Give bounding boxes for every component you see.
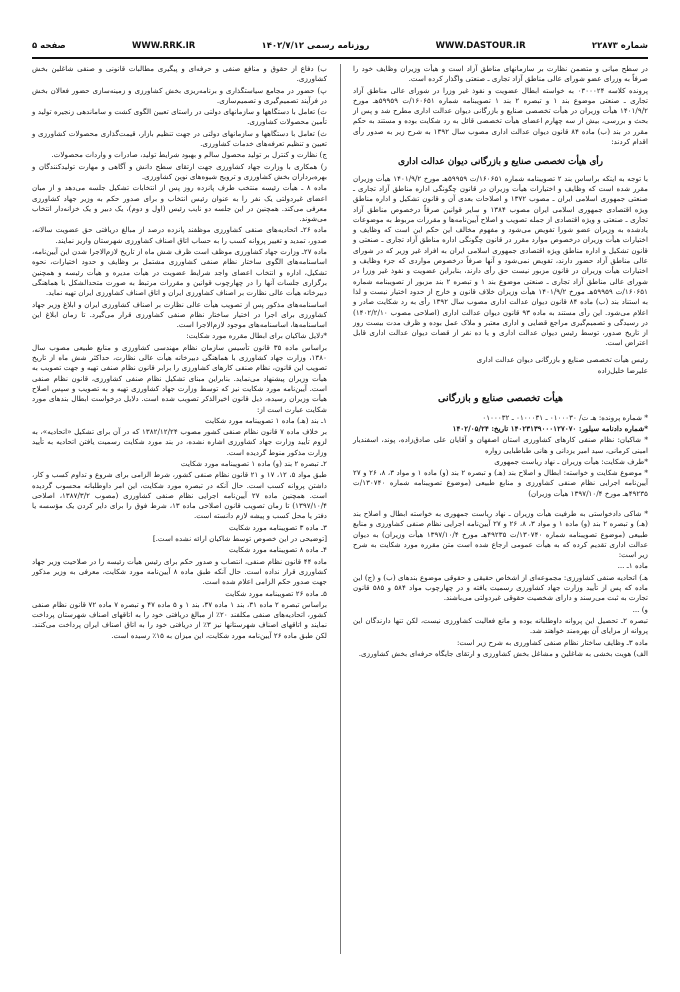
case-line: * موضوع شکایت و خواسته: ابطال و اصلاح بند (هـ) و تبصره ۲ بند (و) ماده ۱ و مواد ۳، ۸، ۲۶ و ۲۷ آیین‌نامه اجرایی نظام صنفی کشاورزی و منابع طبیعی (موضوع تصویبنامه شماره ۱۳۰۷۴۰/ت ۴۹۲۳۵هـ مورخ ۱۳۹۷/۱۰/۴ هیأت وزیران) <box>353 468 648 498</box>
ruling-title: رأی هیأت تخصصی صنایع و بازرگانی دیوان عدالت اداری <box>398 157 603 168</box>
issue-number: شماره ۲۲۸۷۳ <box>591 41 648 51</box>
note-2: تبصره ۲ـ تحصیل این پروانه داوطلبانه بوده و مانع فعالیت کشاورزی نیست، لکن تنها دارندگان این پروانه از مزایای آن بهره‌مند خواهند شد. <box>353 615 649 636</box>
case-line: *شماره دادنامه سیلور: ۱۴۰۲۳۱۳۹۰۰۰۱۲۷۰۷۰ تاریخ: ۱۴۰۲/۰۵/۲۴ <box>452 423 648 433</box>
page-number: صفحه ۵ <box>32 41 66 51</box>
reasons-label: *دلایل شاکیان برای ابطال مقرره مورد شکایت: <box>186 331 327 341</box>
clause-v: و) ... <box>632 604 648 614</box>
clause-item: ز) همکاری با وزارت جهاد کشاورزی جهت ارتقای سطح دانش و آگاهی و مهارت تولیدکنندگان و بهره‌برداران بخش کشاورزی و ترویج شیوه‌های نوین کشاورزی. <box>32 161 327 181</box>
reason-heading: ۳ـ ماده ۳ تصویبنامه مورد شکایت <box>229 522 327 532</box>
case-line: * شماره پرونده: هـ ت/ ۰۱۰۰۰۳۰ ـ ۰۱۰۰۰۳۱ ـ ۰۱۰۰۰۳۲ <box>482 412 648 422</box>
reason-body: براساس تبصره ۲ ماده ۳۱، بند ۱ ماده ۳۷، بند ۱ و ۵ ماده ۴۷ و تبصره ۷ ماده ۷۲ قانون نظام صنفی کشور، اتحادیه‌های صنفی مکلفند ۲۰٪ از مبالغ دریافتی خود را به اتاقهای اصناف شهرستان پرداخت نمایند و اتاقهای اصناف شهرستانها نیز ۳٪ از دریافتی خود را به اتاق اصناف ایران پرداخت می‌کنند. لکن طبق ماده ۲۶ آیین‌نامه مورد شکایت، این میزان به ۱۵٪ رسیده است. <box>32 599 327 640</box>
site-url-right[interactable]: WWW.DASTOUR.IR <box>435 41 526 51</box>
page-header <box>32 38 648 54</box>
reason-heading: ۲ـ تبصره ۲ بند (و) ماده ۱ تصویبنامه مورد شکایت <box>180 458 327 468</box>
right-column <box>353 64 648 660</box>
reason-body: ماده ۴۴ قانون نظام صنفی، انتصاب و صدور حکم برای رئیس هیأت رئیسه را در صلاحیت وزیر جهاد کشاورزی قرار نداده است. حال آنکه طبق ماده ۸ آیین‌نامه مورد شکایت، معرفی به وزیر مذکور جهت صدور حکم الزامی اعلام شده است. <box>32 556 327 587</box>
reasons-body: براساس ماده ۳۵ قانون تأسیس سازمان نظام مهندسی کشاورزی و منابع طبیعی مصوب سال ۱۳۸۰، وزارت جهاد کشاورزی با هماهنگی دبیرخانه هیأت عالی نظارت، حداکثر شش ماه از تاریخ تصویب این قانون، نظام صنفی کارهای کشاورزی را برابر قانون نظام صنفی تهیه و جهت تصویب به هیأت وزیران پیشنهاد می‌نماید. بنابراین مبنای تشکیل نظام صنفی کشاورزی، قانون نظام صنفی است. آیین‌نامه مورد شکایت نیز که توسط وزارت جهاد کشاورزی تهیه و به تصویب و سپس اصلاح هیأت وزیران رسیده، ذیل قانون اخیرالذکر تصویب شده است. دلایل درخواست ابطال بندهای مورد شکایت عبارت است از: <box>32 342 327 414</box>
clause-item: ج) نظارت و کنترل بر تولید محصول سالم و بهبود شرایط تولید، صادرات و واردات محصولات. <box>51 150 327 160</box>
article-27: ماده ۲۷ـ وزارت جهاد کشاورزی موظف است ظرف شش ماه از تاریخ لازم‌الاجرا شدن این آیین‌نامه، اساسنامه‌های الگوی ساختار نظام صنفی کشاورزی مشتمل بر وظایف و حدود اختیارات، نحوه تشکیل، اداره و انتخاب اعضای واجد شرایط عضویت در هیأت مدیره و هیأت رئیسه و همچنین برگزاری جلسات آنها را در چهارچوب قوانین و مقررات مرتبط به صورت متحدالشکل با هماهنگی دبیرخانه هیأت عالی نظارت بر اصناف کشاورزی ایران و اتاق اصناف کشاورزی ایران تهیه نماید. <box>32 247 327 298</box>
signature-title: رئیس هیأت تخصصی صنایع و بازرگانی دیوان عدالت اداری <box>476 354 648 364</box>
intro-paragraph: در سطح میانی و متضمن نظارت بر سازمانهای مناطق آزاد است و هیأت وزیران وظایف خود را صرفاً به وزرای عضو شورای عالی مناطق آزاد تجاری ـ صنعتی واگذار کرده است. <box>353 64 648 84</box>
ruling-body: با توجه به اینکه براساس بند ۲ تصویبنامه شماره ۱۶۰۶۵۱/ت ۵۹۹۵۹هـ مورخ ۱۴۰۱/۹/۲ هیأت وزیران مقرر شده است که وظایف و اختیارات هیأت وزیران در قانون چگونگی اداره مناطق آزاد تجاری ـ صنعتی جمهوری اسلامی ایران ـ مصوب ۱۳۷۲ و اصلاحات بعدی آن و قانون تشکیل و اداره مناطق ویژه اقتصادی جمهوری اسلامی ایران مصوب ۱۳۸۴ و سایر قوانین صرفاً درخصوص مناطق آزاد تجاری ـ صنعتی و ویژه اقتصادی از جمله تصویب و اصلاح آیین‌نامه‌ها و مقررات مربوط به موضوعات یادشده به وزیران عضو شورا تفویض می‌شود و مفهوم مخالف این حکم این است که وظایف و اختیارات هیأت وزیران درخصوص موارد مقرر در قانون چگونگی اداره مناطق آزاد تجاری ـ صنعتی و قانون تشکیل و اداره مناطق ویژه اقتصادی جمهوری اسلامی ایران به افراد غیر وزیر که در شورای عالی مناطق آزاد حضور دارند، تفویض نمی‌شود و آنها صرفاً درخصوص مواردی که جزء وظایف و اختیارات هیأت وزیران در قانون مزبور نیست حق رأی دارند، بنابراین عضویت و نفوذ غیر وزرا در شورای عالی مناطق آزاد تجاری ـ صنعتی موضوع بند ۱ و تبصره ۲ بند مزبور از تصویبنامه شماره ۱۶۰۶۵۱/ت ۵۹۹۵۹هـ مورخ ۱۴۰۱/۹/۲ هیأت وزیران خلاف قانون و خارج از حدود اختیار نیست و لذا به استناد بند (ب) ماده ۸۴ قانون دیوان عدالت اداری مصوب سال ۱۳۹۲ رأی به رد شکایت صادر و اعلام می‌شود. این رأی مستند به ماده ۹۳ قانون دیوان عدالت اداری (اصلاحی مصوب ۱۴۰۲/۲/۱۰) در رسیدگی و تصمیم‌گیری مراجع قضایی و اداری معتبر و ملاک عمل بوده و ظرف مدت بیست روز از تاریخ صدور، توسط رئیس دیوان عدالت اداری و یا ده نفر از قضات دیوان عدالت اداری قابل اعتراض است. <box>353 173 649 348</box>
reason-heading: ۱ـ بند (هـ) ماده ۱ تصویبنامه مورد شکایت <box>205 415 327 425</box>
reason-body: طبق مواد ۵، ۱۲، ۱۷ و ۲۱ قانون نظام صنفی کشور، شرط الزامی برای شروع و تداوم کسب و کار، داشتن پروانه کسب است. حال آنکه در تبصره مورد شکایت، این امر داوطلبانه محسوب گردیده است. همچنین ماده ۲۷ آیین‌نامه اجرایی نظام صنفی کشاورزی (مصوب ۱۳۸۷/۳/۲، اصلاحی ۱۳۹۷/۱۰/۴) تا زمان تصویب قانون اصلاحی ماده ۱۳، شرط فوق را برای دایر کردن یک مؤسسه یا دفتر یا محل کسب و پیشه لازم دانسته است. <box>32 470 328 521</box>
left-column <box>32 64 327 642</box>
reason-body: بر خلاف ماده ۷ قانون نظام صنفی کشور مصوب ۱۳۸۲/۱۲/۲۴ که در آن برای تشکیل «اتحادیه»، به لزوم تأیید وزارت جهاد کشاورزی اشاره نشده، در بند مورد شکایت رسمیت یافتن اتحادیه به تأیید وزارت مذکور منوط گردیده است. <box>32 427 327 457</box>
reason-body: [توضیحی در این خصوص توسط شاکیان ارائه نشده است.] <box>152 534 327 544</box>
clause-item: ت) تعامل با دستگاهها و سازمانهای دولتی در راستای تعیین الگوی کشت و ساماندهی زنجیره تولید و تأمین محصولات کشاورزی. <box>32 107 327 127</box>
clause-e: هـ) اتحادیه صنفی کشاورزی: مجموعه‌ای از اشخاص حقیقی و حقوقی موضوع بندهای (ب) و (ج) این ماده که پس از تأیید وزارت جهاد کشاورزی رسمیت یافته و در چهارچوب مواد ۵۸۴ و ۵۸۵ قانون تجارت به ثبت می‌رسند و دارای شخصیت حقوقی غیردولتی می‌باشند. <box>353 572 648 603</box>
reason-heading: ۵ـ ماده ۲۶ تصویبنامه مورد شکایت <box>225 588 327 598</box>
clause-item: ث) تعامل با دستگاهها و سازمانهای دولتی در جهت تنظیم بازار، قیمت‌گذاری محصولات کشاورزی و تعیین و تنظیم تعرفه‌های خدمات کشاورزی. <box>32 128 327 149</box>
article-26: ماده ۲۶ـ اتحادیه‌های صنفی کشاورزی موظفند پانزده درصد از مبالغ دریافتی حق عضویت سالانه، صدور، تمدید و تغییر پروانه کسب را به حساب اتاق اصناف کشاورزی شهرستان واریز نمایند. <box>32 225 327 245</box>
intro-paragraph: پرونده کلاسه ۰۳۰۰۰۲۴ به خواسته ابطال عضویت و نفوذ غیر وزرا در شورای عالی مناطق آزاد تجاری ـ صنعتی موضوع بند ۱ و تبصره ۲ بند ۱ تصویبنامه شماره ۱۶۰۶۵۱/ت ۵۹۹۵۹هـ مورخ ۱۴۰۱/۹/۲ هیأت وزیران در هیأت تخصصی صنایع و بازرگانی دیوان عدالت اداری مطرح شد و پس از بحث و بررسی، بیش از سه چهارم اعضای هیأت تخصصی قائل به رد شکایت بوده و مستند به حکم مقرر در بند (ب) ماده ۸۴ قانون دیوان عدالت اداری مصوب سال ۱۳۹۲ به شرح زیر به صدور رأی اقدام کردند: <box>353 85 648 147</box>
article-8: ماده ۸ ـ هیأت رئیسه منتخب طرف پانزده روز پس از انتخابات تشکیل جلسه می‌دهد و از میان اعضای غیردولتی یک نفر را به عنوان رئیس انتخاب و برای صدور حکم به وزیر جهاد کشاورزی معرفی می‌کند. همچنین در این جلسه دو نایب رئیس (اول و دوم)، یک دبیر و یک خزانه‌دار انتخاب می‌شوند. <box>32 183 327 224</box>
reason-heading: ۴ـ ماده ۸ تصویبنامه مورد شکایت <box>229 545 327 555</box>
signature-name: علیرضا خلیل‌زاده <box>597 366 648 376</box>
clause-item: ب) دفاع از حقوق و منافع صنفی و حرفه‌ای و پیگیری مطالبات قانونی و صنفی شاغلین بخش کشاورزی. <box>32 64 327 84</box>
issue-date: روزنامه رسمی ۱۴۰۲/۷/۱۲ <box>261 41 370 51</box>
article-27-note: اساسنامه‌های مذکور پس از تصویب هیأت عالی نظارت بر اصناف کشاورزی ایران و ابلاغ وزیر جهاد کشاورزی برای اجرا در اختیار ساختار نظام صنفی کشاورزی قرار می‌گیرد. تا زمان ابلاغ این اساسنامه‌ها، اساسنامه‌های موجود لازم‌الاجرا است. <box>32 299 327 330</box>
header-rule <box>32 57 648 59</box>
case-line: * شاکیان: نظام صنفی کارهای کشاورزی استان اصفهان و آقایان علی صادق‌زاده، پوند، اسفندیار امینی کرمانی، سید امیر یزدانی و هانی طباطبایی زواره <box>353 435 648 455</box>
article-3: ماده ۳ـ وظایف ساختار نظام صنفی کشاورزی به شرح زیر است: <box>456 637 648 647</box>
board-title: هیأت تخصصی صنایع و بازرگانی <box>438 393 563 405</box>
case-line: *طرف شکایت: هیأت وزیران ـ نهاد ریاست جمهوری <box>494 456 648 466</box>
complaint-intro: * شاکی دادخواستی به طرفیت هیأت وزیران ـ نهاد ریاست جمهوری به خواسته ابطال و اصلاح بند (هـ) و تبصره ۲ بند (و) ماده ۱ و مواد ۳، ۸، ۲۶ و ۲۷ آیین‌نامه اجرایی نظام صنفی کشاورزی و منابع طبیعی (موضوع تصویبنامه شماره ۱۳۰۷۴۰/ت ۴۹۲۳۵هـ مورخ ۱۳۹۷/۱۰/۴ هیأت وزیران) به دیوان عدالت اداری تقدیم کرده که به هیأت عمومی ارجاع شده است متن مقرره مورد شکایت به شرح زیر است: <box>353 508 648 560</box>
site-url-left[interactable]: WWW.RRK.IR <box>132 41 196 51</box>
article-1: ماده ۱ـ ... <box>617 561 648 571</box>
column-divider <box>340 64 341 954</box>
clause-item: پ) حضور در مجامع سیاستگذاری و برنامه‌ریزی بخش کشاورزی و زمینه‌سازی حضور فعالان بخش در فرآیند تصمیم‌گیری و تصمیم‌سازی. <box>32 85 327 105</box>
clause-alef: الف) هویت بخشی به شاغلین و مشاغل بخش کشاورزی و ارتقای جایگاه حرفه‌ای بخش کشاورزی. <box>358 648 648 658</box>
